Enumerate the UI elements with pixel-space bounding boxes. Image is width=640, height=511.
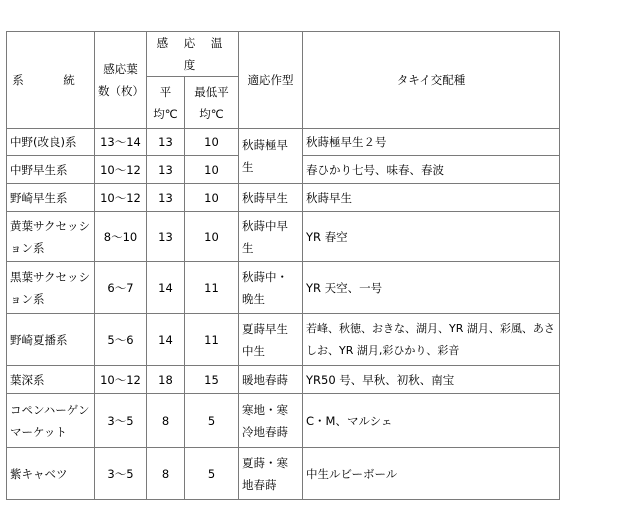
row-temp-min: 11 bbox=[185, 262, 239, 314]
header-varieties: タキイ交配種 bbox=[303, 32, 560, 129]
row-varieties: 秋蒔極早生２号 bbox=[303, 129, 560, 156]
row-varieties: 中生ルビーボール bbox=[303, 448, 560, 500]
row-temp-avg: 13 bbox=[147, 156, 185, 184]
row-temp-avg: 13 bbox=[147, 184, 185, 212]
row-system: 紫キャベツ bbox=[7, 448, 95, 500]
row-temp-avg: 14 bbox=[147, 262, 185, 314]
row-temp-min: 10 bbox=[185, 156, 239, 184]
row-crop-type: 寒地・寒冷地春蒔 bbox=[239, 394, 303, 448]
row-temp-min: 10 bbox=[185, 184, 239, 212]
row-temp-avg: 14 bbox=[147, 314, 185, 366]
row-varieties: YR50 号、早秋、初秋、南宝 bbox=[303, 366, 560, 394]
row-temp-avg: 8 bbox=[147, 448, 185, 500]
row-leaves: 3～5 bbox=[95, 448, 147, 500]
row-temp-min: 5 bbox=[185, 394, 239, 448]
row-system: コペンハーゲンマーケット bbox=[7, 394, 95, 448]
table-row bbox=[7, 314, 560, 366]
table-row bbox=[7, 366, 560, 394]
row-temp-min: 10 bbox=[185, 212, 239, 262]
header-temp-min: 最低平均℃ bbox=[185, 77, 239, 129]
row-crop-type: 夏蒔早生 中生 bbox=[239, 314, 303, 366]
row-temp-avg: 8 bbox=[147, 394, 185, 448]
row-varieties: C・M、マルシェ bbox=[303, 394, 560, 448]
table-row bbox=[7, 394, 560, 448]
row-leaves: 6～7 bbox=[95, 262, 147, 314]
row-crop-type: 暖地春蒔 bbox=[239, 366, 303, 394]
row-leaves: 3～5 bbox=[95, 394, 147, 448]
row-crop-type: 秋蒔中早生 bbox=[239, 212, 303, 262]
row-system: 中野(改良)系 bbox=[7, 129, 95, 156]
row-varieties: YR 春空 bbox=[303, 212, 560, 262]
row-varieties: YR 天空、一号 bbox=[303, 262, 560, 314]
row-system: 黒葉サクセッション系 bbox=[7, 262, 95, 314]
table-row bbox=[7, 184, 560, 212]
table-row bbox=[7, 262, 560, 314]
row-varieties: 秋蒔早生 bbox=[303, 184, 560, 212]
header-crop-type: 適応作型 bbox=[239, 32, 303, 129]
row-temp-min: 10 bbox=[185, 129, 239, 156]
row-leaves: 13～14 bbox=[95, 129, 147, 156]
row-temp-min: 15 bbox=[185, 366, 239, 394]
row-system: 野崎夏播系 bbox=[7, 314, 95, 366]
row-system: 葉深系 bbox=[7, 366, 95, 394]
cabbage-variety-table bbox=[6, 31, 560, 500]
row-temp-min: 5 bbox=[185, 448, 239, 500]
row-varieties: 春ひかり七号、味春、春波 bbox=[303, 156, 560, 184]
row-crop-type: 秋蒔極早生 bbox=[239, 129, 303, 184]
row-system: 中野早生系 bbox=[7, 156, 95, 184]
table-row bbox=[7, 212, 560, 262]
row-leaves: 8～10 bbox=[95, 212, 147, 262]
header-temperature: 感 応 温 度 bbox=[147, 32, 239, 77]
row-crop-type: 秋蒔中・晩生 bbox=[239, 262, 303, 314]
table-row bbox=[7, 129, 560, 156]
row-temp-min: 11 bbox=[185, 314, 239, 366]
row-leaves: 5～6 bbox=[95, 314, 147, 366]
row-crop-type: 秋蒔早生 bbox=[239, 184, 303, 212]
row-leaves: 10～12 bbox=[95, 156, 147, 184]
header-system: 系 統 bbox=[7, 32, 95, 129]
row-leaves: 10～12 bbox=[95, 366, 147, 394]
header-leaf-count: 感応葉数（枚） bbox=[95, 32, 147, 129]
row-leaves: 10～12 bbox=[95, 184, 147, 212]
row-temp-avg: 18 bbox=[147, 366, 185, 394]
row-temp-avg: 13 bbox=[147, 129, 185, 156]
row-varieties: 若峰、秋徳、おきな、湖月、YR 湖月、彩風、あさしお、YR 湖月,彩ひかり、彩音 bbox=[303, 314, 560, 366]
row-system: 黄葉サクセッション系 bbox=[7, 212, 95, 262]
header-temp-avg: 平均℃ bbox=[147, 77, 185, 129]
table-row bbox=[7, 448, 560, 500]
row-system: 野崎早生系 bbox=[7, 184, 95, 212]
row-crop-type: 夏蒔・寒地春蒔 bbox=[239, 448, 303, 500]
row-temp-avg: 13 bbox=[147, 212, 185, 262]
